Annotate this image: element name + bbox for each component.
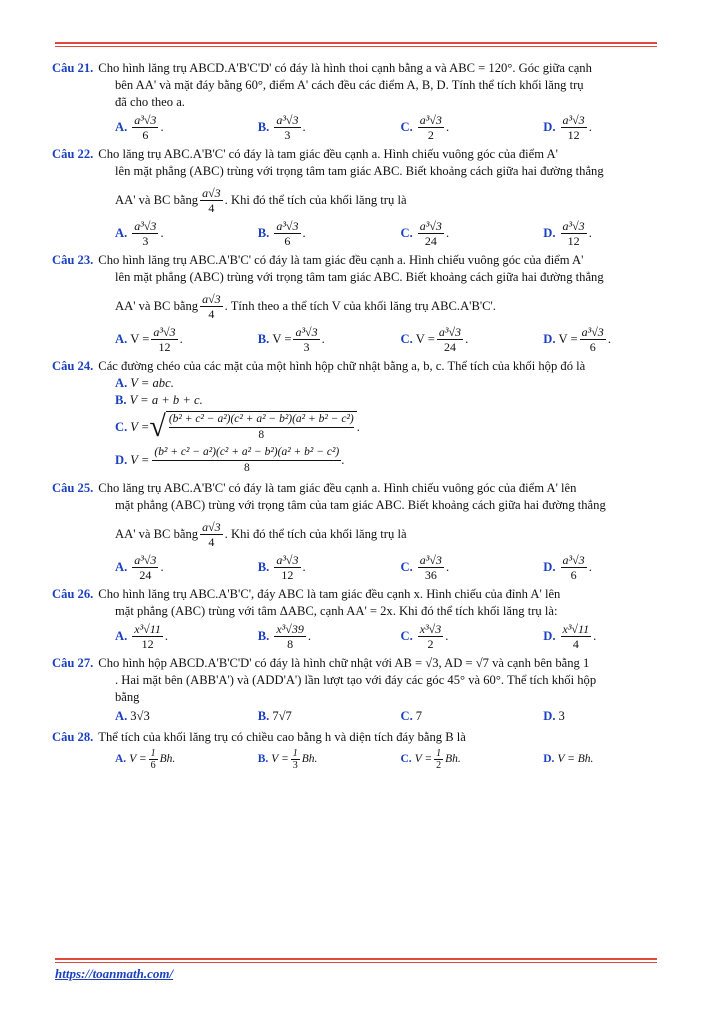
fraction-numerator: a³√3 bbox=[562, 219, 585, 233]
option-letter: B. bbox=[115, 393, 127, 407]
option-prefix: V = bbox=[271, 753, 289, 765]
option-letter: A. bbox=[115, 753, 127, 765]
answer-option-c[interactable]: C. $\frac{\text{x³√3}}{2}$ . bbox=[400, 622, 449, 651]
question-text: Các đường chéo của các mặt của một hình hộp chữ nhật bằng a, b, c. Thể tích của khối hộp đó là bbox=[98, 359, 586, 373]
fraction-denominator: 6 bbox=[570, 568, 577, 582]
answer-option-a[interactable] bbox=[52, 375, 686, 392]
question-text: Cho hình hộp ABCD.A'B'C'D' có đáy là hình chữ nhật với AB = √3, AD = √7 và cạnh bên bằng 1 bbox=[98, 656, 590, 670]
question-label: Câu 26. bbox=[52, 587, 94, 601]
question-label: Câu 22. bbox=[52, 147, 94, 161]
option-letter: D. bbox=[543, 560, 556, 574]
answer-option-d[interactable]: D. $\frac{\text{a³√3}}{12}$ . bbox=[543, 219, 592, 248]
option-letter: A. bbox=[115, 629, 128, 643]
fraction-denominator: 12 bbox=[141, 637, 154, 651]
question-text: bên AA' và mặt đáy bằng 60°, điểm A' cách đều các điểm A, B, D. Tính thể tích khối lăng trụ bbox=[115, 78, 584, 92]
fraction-numerator: (b² + c² − a²)(c² + a² − b²)(a² + b² − c²) bbox=[152, 445, 341, 461]
answer-option-a[interactable]: A. V = $\frac{\text{a³√3}}{12}$ . bbox=[115, 325, 183, 354]
fraction-denominator: 24 bbox=[139, 568, 152, 582]
option-prefix: V = bbox=[272, 332, 292, 346]
fraction-denominator: 6 bbox=[589, 340, 596, 354]
option-letter: B. bbox=[257, 629, 270, 643]
question-text-line bbox=[52, 186, 686, 215]
question-text: bằng bbox=[115, 690, 140, 704]
fraction-denominator: 24 bbox=[424, 234, 437, 248]
question-28 bbox=[52, 729, 686, 771]
fraction-denominator: 8 bbox=[258, 429, 265, 441]
option-text: V = a + b + c. bbox=[129, 393, 203, 407]
fraction-numerator: a√3 bbox=[202, 520, 221, 534]
option-letter: A. bbox=[115, 376, 128, 390]
option-letter: C. bbox=[400, 120, 413, 134]
option-prefix: V = bbox=[130, 419, 150, 434]
question-text: mặt phẳng (ABC) trùng với tâm ΔABC, cạnh AA' = 2x. Khi đó thể tích khối lăng trụ là: bbox=[115, 604, 558, 618]
fraction-denominator: 6 bbox=[150, 760, 156, 771]
answer-option-b[interactable] bbox=[258, 708, 401, 725]
question-text: . Khi đó thể tích của khối lăng trụ là bbox=[224, 193, 407, 207]
question-text: . Hai mặt bên (ABB'A') và (ADD'A') lần lượt tạo với đáy các góc 45° và 60°. Thể tích khối hộp bbox=[115, 673, 597, 687]
question-27 bbox=[52, 655, 686, 725]
question-text: Cho hình lăng trụ ABC.A'B'C', đáy ABC là tam giác đều cạnh x. Hình chiếu của đỉnh A' lên bbox=[98, 587, 561, 601]
answer-options bbox=[52, 748, 686, 771]
option-letter: A. bbox=[115, 332, 128, 346]
answer-option-c[interactable]: C. $\frac{\text{a³√3}}{2}$ . bbox=[400, 113, 450, 142]
answer-option-d[interactable]: D. V = $\frac{\text{(b² + c² − a²)(c² + a² − b²)(a² + b² − c²)}}{8}$ . bbox=[115, 446, 345, 474]
fraction-denominator: 12 bbox=[567, 234, 580, 248]
answer-option-d[interactable]: D. V = $\frac{\text{a³√3}}{6}$ . bbox=[543, 325, 611, 354]
answer-options bbox=[52, 325, 686, 354]
fraction-denominator: 12 bbox=[567, 128, 580, 142]
option-letter: B. bbox=[257, 709, 270, 723]
answer-option-c[interactable]: C. V = $\frac{\text{a³√3}}{24}$ . bbox=[400, 325, 469, 354]
option-letter: D. bbox=[543, 753, 555, 765]
option-text: 7√7 bbox=[272, 709, 292, 723]
answer-option-a[interactable]: A. $\frac{\text{x³√11}}{12}$ . bbox=[115, 622, 169, 651]
option-prefix: V = bbox=[415, 332, 435, 346]
answer-option-d[interactable]: D. $\frac{\text{a³√3}}{12}$ . bbox=[543, 113, 592, 142]
fraction-numerator: a³√3 bbox=[134, 113, 157, 127]
answer-options bbox=[52, 113, 686, 142]
answer-option-a[interactable]: A. $\frac{\text{a³√3}}{24}$ . bbox=[115, 553, 164, 582]
fraction-denominator: 36 bbox=[424, 568, 437, 582]
option-letter: C. bbox=[400, 629, 413, 643]
option-prefix: V = bbox=[130, 332, 150, 346]
answer-option-c[interactable]: C. V = √ $\frac{\text{(b² + c² − a²)(c² + a² − b²)(a² + b² − c²)}}{8}$ . bbox=[115, 410, 360, 443]
answer-option-a[interactable] bbox=[115, 708, 258, 725]
option-letter: B. bbox=[257, 753, 269, 765]
option-prefix: V = bbox=[414, 753, 433, 765]
fraction-numerator: 1 bbox=[292, 748, 298, 759]
option-letter: D. bbox=[543, 629, 556, 643]
option-letter: D. bbox=[543, 332, 556, 346]
fraction-numerator: a³√3 bbox=[562, 113, 585, 127]
fraction-numerator: 1 bbox=[436, 748, 442, 759]
answer-options bbox=[52, 553, 686, 582]
fraction-numerator: x³√39 bbox=[276, 622, 304, 636]
option-prefix: V = bbox=[129, 753, 147, 765]
fraction-numerator: a³√3 bbox=[562, 553, 585, 567]
question-text-line bbox=[52, 292, 686, 321]
fraction-numerator: a³√3 bbox=[581, 325, 604, 339]
answer-option-a[interactable] bbox=[115, 748, 258, 771]
question-21 bbox=[52, 60, 686, 142]
option-letter: C. bbox=[400, 332, 413, 346]
fraction-numerator: a³√3 bbox=[134, 553, 157, 567]
question-26 bbox=[52, 586, 686, 651]
question-text-line bbox=[52, 520, 686, 549]
answer-option-b[interactable]: B. V = $\frac{\text{a³√3}}{3}$ . bbox=[257, 325, 325, 354]
option-letter: A. bbox=[115, 709, 128, 723]
answer-option-b[interactable]: B. $\frac{\text{a³√3}}{12}$ . bbox=[257, 553, 306, 582]
bottom-rule-thin bbox=[55, 962, 657, 963]
option-text: V = Bh. bbox=[557, 753, 594, 765]
option-letter: C. bbox=[400, 226, 413, 240]
question-text: . Tính theo a thể tích V của khối lăng trụ ABC.A'B'C'. bbox=[224, 299, 496, 313]
answer-option-d[interactable]: D. $\frac{\text{x³√11}}{4}$ . bbox=[543, 622, 597, 651]
question-text: Cho lăng trụ ABC.A'B'C' có đáy là tam giác đều cạnh a. Hình chiếu vuông góc của điểm A' lên bbox=[98, 481, 577, 495]
fraction-numerator: x³√3 bbox=[419, 622, 442, 636]
fraction-numerator: a³√3 bbox=[419, 553, 442, 567]
question-22 bbox=[52, 146, 686, 248]
option-letter: B. bbox=[257, 226, 270, 240]
question-label: Câu 25. bbox=[52, 481, 94, 495]
answer-options bbox=[52, 708, 686, 725]
question-text: Cho lăng trụ ABC.A'B'C' có đáy là tam giác đều cạnh a. Hình chiếu vuông góc của điểm A' bbox=[98, 147, 558, 161]
fraction-numerator: a³√3 bbox=[276, 219, 299, 233]
option-prefix: V = bbox=[558, 332, 578, 346]
fraction-numerator: a³√3 bbox=[276, 553, 299, 567]
option-letter: A. bbox=[115, 120, 128, 134]
answer-option-d[interactable]: D. $\frac{\text{a³√3}}{6}$ . bbox=[543, 553, 592, 582]
question-list bbox=[52, 60, 686, 775]
question-text: mặt phẳng (ABC) trùng với trọng tâm của tam giác ABC. Biết khoảng cách giữa hai đường thẳng bbox=[115, 498, 606, 512]
answer-option-b[interactable]: B. $\frac{\text{x³√39}}{8}$ . bbox=[257, 622, 311, 651]
answer-option-a[interactable]: A. $\frac{\text{a³√3}}{6}$ . bbox=[115, 113, 164, 142]
fraction-numerator: a³√3 bbox=[438, 325, 462, 339]
option-letter: A. bbox=[115, 226, 128, 240]
question-text: Cho hình lăng trụ ABC.A'B'C' có đáy là tam giác đều cạnh a. Hình chiếu vuông góc của điểm A' bbox=[98, 253, 584, 267]
fraction-denominator: 3 bbox=[292, 760, 298, 771]
option-prefix: V = bbox=[130, 453, 150, 467]
fraction-denominator: 8 bbox=[287, 637, 294, 651]
fraction-denominator: 4 bbox=[208, 535, 215, 549]
option-letter: D. bbox=[543, 226, 556, 240]
fraction-numerator: a³√3 bbox=[153, 325, 176, 339]
fraction-denominator: 3 bbox=[142, 234, 149, 248]
fraction-numerator: (b² + c² − a²)(c² + a² − b²)(a² + b² − c²) bbox=[169, 412, 354, 428]
fraction-numerator: x³√11 bbox=[134, 622, 161, 636]
fraction-denominator: 12 bbox=[158, 340, 171, 354]
answer-option-b[interactable]: B. $\frac{\text{a³√3}}{6}$ . bbox=[257, 219, 306, 248]
option-suffix: Bh. bbox=[445, 753, 461, 765]
question-24 bbox=[52, 358, 686, 476]
fraction-numerator: a√3 bbox=[202, 292, 221, 306]
top-rule bbox=[55, 42, 657, 44]
fraction-denominator: 8 bbox=[243, 462, 250, 474]
question-text: . Khi đó thể tích của khối lăng trụ là bbox=[224, 527, 407, 541]
option-letter: A. bbox=[115, 560, 128, 574]
fraction-denominator: 3 bbox=[303, 340, 310, 354]
answer-option-b[interactable] bbox=[258, 748, 401, 771]
answer-option-c[interactable] bbox=[401, 748, 544, 771]
fraction-denominator: 12 bbox=[281, 568, 294, 582]
fraction-numerator: x³√11 bbox=[562, 622, 590, 636]
option-text: V = abc. bbox=[130, 376, 174, 390]
option-text: 3 bbox=[558, 709, 565, 723]
answer-options bbox=[52, 219, 686, 248]
question-text: lên mặt phẳng (ABC) trùng với trọng tâm tam giác ABC. Biết khoảng cách giữa hai đường thẳng bbox=[115, 270, 604, 284]
answer-option-d[interactable] bbox=[543, 751, 686, 768]
answer-option-c[interactable]: C. $\frac{\text{a³√3}}{36}$ . bbox=[400, 553, 450, 582]
fraction-numerator: a³√3 bbox=[419, 113, 442, 127]
fraction-numerator: a√3 bbox=[202, 186, 221, 200]
question-text: AA' và BC bằng bbox=[115, 527, 199, 541]
option-letter: D. bbox=[543, 120, 556, 134]
answer-options bbox=[52, 622, 686, 651]
option-letter: C. bbox=[400, 560, 413, 574]
footer-link[interactable]: https://toanmath.com/ bbox=[55, 966, 174, 981]
option-letter: D. bbox=[543, 709, 556, 723]
option-letter: B. bbox=[257, 560, 270, 574]
question-text: Cho hình lăng trụ ABCD.A'B'C'D' có đáy là hình thoi cạnh bằng a và ABC = 120°. Góc giữa cạnh bbox=[98, 61, 592, 75]
bottom-rule bbox=[55, 958, 657, 960]
question-23 bbox=[52, 252, 686, 354]
answer-option-c[interactable]: C. $\frac{\text{a³√3}}{24}$ . bbox=[400, 219, 450, 248]
fraction-denominator: 6 bbox=[142, 128, 149, 142]
question-text: đã cho theo a. bbox=[115, 95, 185, 109]
fraction-denominator: 6 bbox=[284, 234, 291, 248]
answer-option-a[interactable]: A. $\frac{\text{a³√3}}{3}$ . bbox=[115, 219, 164, 248]
question-label: Câu 21. bbox=[52, 61, 94, 75]
question-text: AA' và BC bằng bbox=[115, 193, 199, 207]
answer-option-b[interactable] bbox=[52, 392, 686, 409]
fraction-denominator: 4 bbox=[208, 307, 215, 321]
question-text: lên mặt phẳng (ABC) trùng với trọng tâm tam giác ABC. Biết khoảng cách giữa hai đường thẳng bbox=[115, 164, 604, 178]
option-suffix: Bh. bbox=[159, 753, 176, 765]
option-letter: B. bbox=[257, 332, 270, 346]
fraction-denominator: 2 bbox=[427, 637, 434, 651]
fraction-denominator: 2 bbox=[436, 760, 442, 771]
option-letter: C. bbox=[400, 709, 413, 723]
option-letter: D. bbox=[115, 453, 128, 467]
option-suffix: Bh. bbox=[301, 753, 318, 765]
option-text: 7 bbox=[415, 709, 423, 723]
fraction-numerator: a³√3 bbox=[295, 325, 318, 339]
question-text: AA' và BC bằng bbox=[115, 299, 199, 313]
answer-option-c[interactable] bbox=[401, 708, 544, 725]
fraction-denominator: 4 bbox=[208, 201, 215, 215]
fraction-numerator: a³√3 bbox=[276, 113, 299, 127]
question-25 bbox=[52, 480, 686, 582]
question-text: Thể tích của khối lăng trụ có chiều cao bằng h và diện tích đáy bằng B là bbox=[98, 730, 466, 744]
fraction-denominator: 4 bbox=[572, 637, 579, 651]
question-label: Câu 28. bbox=[52, 730, 94, 744]
fraction-denominator: 2 bbox=[427, 128, 434, 142]
top-rule-thin bbox=[55, 46, 657, 47]
option-letter: B. bbox=[257, 120, 270, 134]
radical-sign: √ bbox=[149, 410, 166, 443]
question-label: Câu 23. bbox=[52, 253, 94, 267]
fraction-numerator: a³√3 bbox=[419, 219, 442, 233]
answer-option-b[interactable]: B. $\frac{\text{a³√3}}{3}$ . bbox=[257, 113, 306, 142]
question-label: Câu 27. bbox=[52, 656, 94, 670]
answer-option-d[interactable] bbox=[543, 708, 686, 725]
fraction-denominator: 3 bbox=[284, 128, 291, 142]
option-letter: C. bbox=[115, 419, 128, 434]
option-letter: C. bbox=[400, 753, 412, 765]
question-label: Câu 24. bbox=[52, 359, 94, 373]
fraction-numerator: 1 bbox=[150, 748, 156, 759]
fraction-denominator: 24 bbox=[443, 340, 456, 354]
fraction-numerator: a³√3 bbox=[134, 219, 157, 233]
option-text: 3√3 bbox=[130, 709, 150, 723]
